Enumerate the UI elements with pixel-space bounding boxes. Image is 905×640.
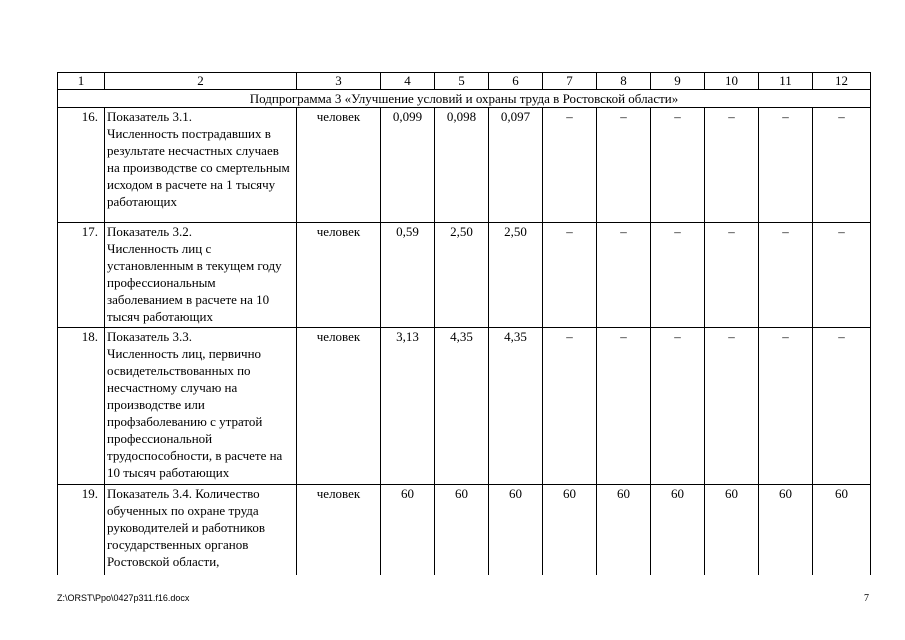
column-number: 9 bbox=[651, 73, 705, 90]
value-cell: 3,13 bbox=[381, 328, 435, 485]
subprogram-row bbox=[58, 90, 871, 108]
column-number: 5 bbox=[435, 73, 489, 90]
unit-cell: человек bbox=[297, 328, 381, 485]
value-cell: 60 bbox=[705, 485, 759, 575]
unit-cell: человек bbox=[297, 223, 381, 328]
column-number-row bbox=[58, 73, 871, 90]
indicator-description bbox=[105, 328, 297, 485]
table-row bbox=[58, 108, 871, 223]
column-number: 6 bbox=[489, 73, 543, 90]
column-number: 8 bbox=[597, 73, 651, 90]
row-number: 19. bbox=[58, 485, 105, 575]
value-cell: 60 bbox=[651, 485, 705, 575]
value-cell: 4,35 bbox=[435, 328, 489, 485]
value-cell: – bbox=[813, 108, 871, 223]
indicator-description-text: Показатель 3.2. Численность лиц с установленным в текущем году профессиональным заболеванием в расчете на 10 тысяч работающих bbox=[107, 224, 282, 324]
indicator-description bbox=[105, 223, 297, 328]
value-cell: 60 bbox=[381, 485, 435, 575]
indicator-description-text: Показатель 3.4. Количество обученных по охране труда руководителей и работников государственных органов Ростовской области, bbox=[107, 486, 265, 569]
value-cell: 60 bbox=[543, 485, 597, 575]
value-cell: 60 bbox=[435, 485, 489, 575]
column-number: 11 bbox=[759, 73, 813, 90]
column-number: 7 bbox=[543, 73, 597, 90]
column-number: 4 bbox=[381, 73, 435, 90]
table-row bbox=[58, 485, 871, 575]
column-number: 3 bbox=[297, 73, 381, 90]
indicator-description-text: Показатель 3.3. Численность лиц, первично освидетельствованных по несчастному случаю на производстве или профзаболеванию с утратой профессиональной трудоспособности, в расчете на 10 тысяч работающих bbox=[107, 329, 283, 480]
value-cell: 0,098 bbox=[435, 108, 489, 223]
value-cell: – bbox=[759, 108, 813, 223]
column-number: 10 bbox=[705, 73, 759, 90]
value-cell: 60 bbox=[597, 485, 651, 575]
value-cell: – bbox=[813, 223, 871, 328]
indicator-description bbox=[105, 485, 297, 575]
value-cell: – bbox=[543, 328, 597, 485]
value-cell: 0,59 bbox=[381, 223, 435, 328]
value-cell: – bbox=[651, 328, 705, 485]
column-number: 2 bbox=[105, 73, 297, 90]
value-cell: 0,099 bbox=[381, 108, 435, 223]
unit-cell: человек bbox=[297, 108, 381, 223]
page-number: 7 bbox=[864, 593, 869, 604]
value-cell: – bbox=[597, 108, 651, 223]
row-number: 18. bbox=[58, 328, 105, 485]
subprogram-title: Подпрограмма 3 «Улучшение условий и охраны труда в Ростовской области» bbox=[58, 90, 871, 108]
indicator-description bbox=[105, 108, 297, 223]
indicator-description-text: Показатель 3.1. Численность пострадавших в результате несчастных случаев на производстве со смертельным исходом в расчете на 1 тысячу работающих bbox=[107, 109, 290, 209]
column-number: 12 bbox=[813, 73, 871, 90]
value-cell: 4,35 bbox=[489, 328, 543, 485]
value-cell: – bbox=[705, 328, 759, 485]
value-cell: 60 bbox=[813, 485, 871, 575]
row-number: 17. bbox=[58, 223, 105, 328]
value-cell: – bbox=[705, 108, 759, 223]
value-cell: 2,50 bbox=[489, 223, 543, 328]
value-cell: – bbox=[705, 223, 759, 328]
value-cell: – bbox=[759, 328, 813, 485]
value-cell: – bbox=[597, 328, 651, 485]
value-cell: – bbox=[543, 223, 597, 328]
table-row bbox=[58, 328, 871, 485]
value-cell: – bbox=[813, 328, 871, 485]
value-cell: – bbox=[651, 223, 705, 328]
value-cell: – bbox=[543, 108, 597, 223]
document-file-path: Z:\ORST\Ppo\0427p311.f16.docx bbox=[57, 593, 190, 603]
column-number: 1 bbox=[58, 73, 105, 90]
row-number: 16. bbox=[58, 108, 105, 223]
table-row bbox=[58, 223, 871, 328]
unit-cell: человек bbox=[297, 485, 381, 575]
value-cell: – bbox=[759, 223, 813, 328]
value-cell: 0,097 bbox=[489, 108, 543, 223]
value-cell: 60 bbox=[489, 485, 543, 575]
value-cell: – bbox=[651, 108, 705, 223]
value-cell: – bbox=[597, 223, 651, 328]
value-cell: 2,50 bbox=[435, 223, 489, 328]
value-cell: 60 bbox=[759, 485, 813, 575]
indicators-table bbox=[57, 72, 871, 575]
